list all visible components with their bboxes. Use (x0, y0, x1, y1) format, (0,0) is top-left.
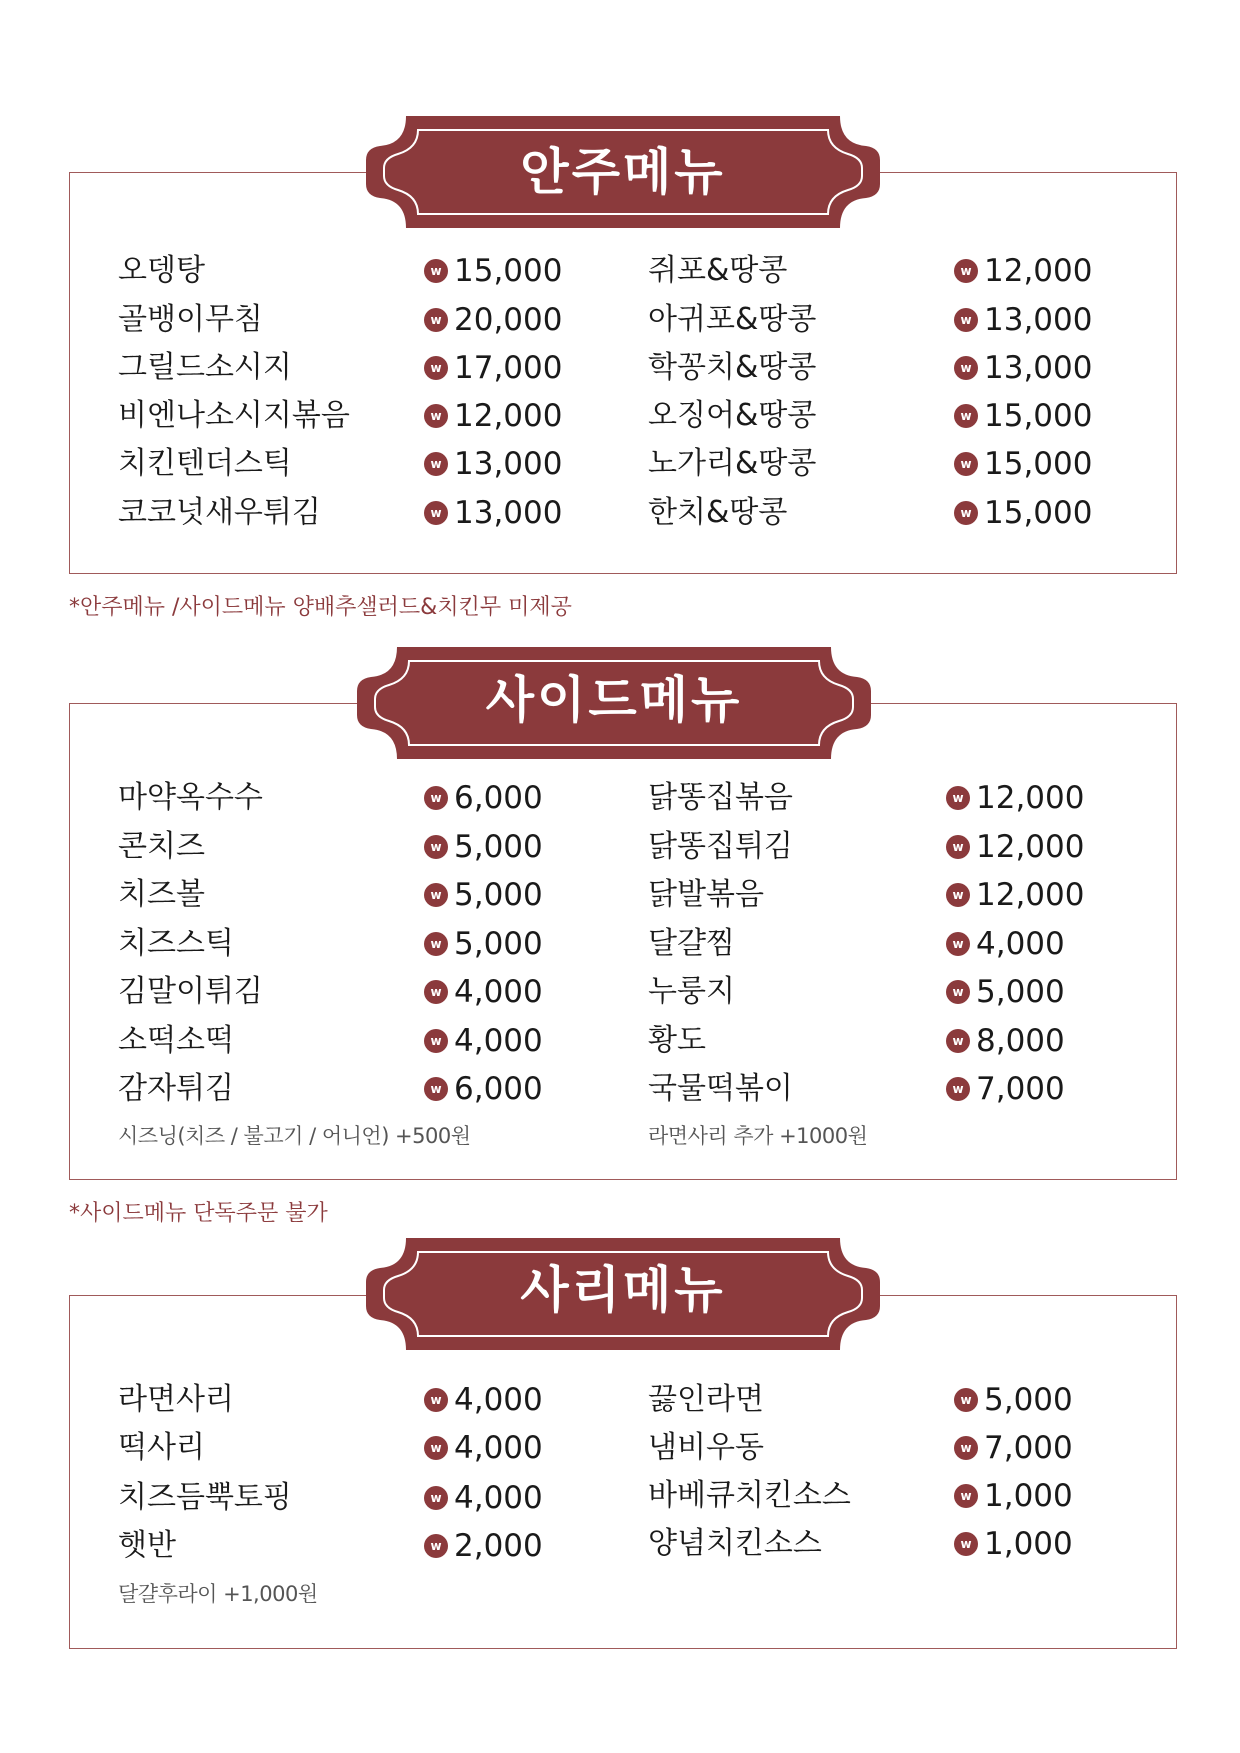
item-price: 15,000 (454, 253, 563, 289)
item-name: 한치&땅콩 (648, 495, 788, 530)
won-icon: w (954, 404, 978, 428)
item-name: 닭발볶음 (648, 877, 764, 912)
item-price: 20,000 (454, 302, 563, 338)
won-icon: w (954, 1436, 978, 1460)
item-price: 7,000 (984, 1430, 1073, 1466)
won-icon: w (954, 1484, 978, 1508)
item-name: 치킨텐더스틱 (118, 446, 292, 481)
item-price: 13,000 (454, 446, 563, 482)
won-icon: w (954, 356, 978, 380)
item-price: 1,000 (984, 1478, 1073, 1514)
won-icon: w (946, 835, 970, 859)
item-price: 4,000 (454, 1023, 543, 1059)
item-price: 5,000 (454, 829, 543, 865)
item-name: 감자튀김 (118, 1071, 234, 1106)
item-name: 오징어&땅콩 (648, 398, 817, 433)
won-icon: w (946, 786, 970, 810)
section-anju-banner (366, 116, 880, 228)
item-price: 6,000 (454, 780, 543, 816)
won-icon: w (424, 1029, 448, 1053)
won-icon: w (424, 980, 448, 1004)
item-name: 떡사리 (118, 1430, 205, 1465)
section-sari-banner (366, 1238, 880, 1350)
won-icon: w (946, 1077, 970, 1101)
item-name: 닭똥집볶음 (648, 780, 793, 815)
item-name: 골뱅이무침 (118, 302, 263, 337)
won-icon: w (424, 835, 448, 859)
won-icon: w (424, 501, 448, 525)
item-price: 4,000 (454, 1480, 543, 1516)
item-name: 비엔나소시지볶음 (118, 398, 350, 433)
item-price: 12,000 (984, 253, 1093, 289)
item-name: 닭똥집튀김 (648, 829, 793, 864)
item-price: 13,000 (984, 350, 1093, 386)
won-icon: w (954, 501, 978, 525)
item-name: 소떡소떡 (118, 1023, 234, 1058)
won-icon: w (946, 883, 970, 907)
section-side-banner (357, 647, 871, 759)
won-icon: w (424, 786, 448, 810)
item-name: 아귀포&땅콩 (648, 302, 817, 337)
item-name: 콘치즈 (118, 829, 205, 864)
won-icon: w (424, 1388, 448, 1412)
won-icon: w (946, 1029, 970, 1053)
item-price: 1,000 (984, 1526, 1073, 1562)
item-name: 햇반 (118, 1528, 176, 1563)
item-price: 4,000 (454, 974, 543, 1010)
side-right-note: 라면사리 추가 +1000원 (648, 1124, 868, 1148)
item-price: 6,000 (454, 1071, 543, 1107)
item-price: 7,000 (976, 1071, 1065, 1107)
item-name: 국물떡볶이 (648, 1071, 793, 1106)
won-icon: w (424, 356, 448, 380)
item-name: 냄비우동 (648, 1430, 764, 1465)
item-name: 그릴드소시지 (118, 350, 292, 385)
item-price: 4,000 (454, 1430, 543, 1466)
item-name: 코코넛새우튀김 (118, 495, 321, 530)
section-sari-title: 사리메뉴 (520, 1260, 726, 1319)
won-icon: w (424, 404, 448, 428)
item-price: 4,000 (976, 926, 1065, 962)
section-side-title: 사이드메뉴 (485, 670, 743, 729)
item-name: 양념치킨소스 (648, 1526, 822, 1561)
item-price: 4,000 (454, 1382, 543, 1418)
item-price: 13,000 (454, 495, 563, 531)
item-price: 15,000 (984, 398, 1093, 434)
item-price: 2,000 (454, 1528, 543, 1564)
section-anju-title: 안주메뉴 (520, 142, 726, 201)
item-price: 12,000 (976, 829, 1085, 865)
item-price: 5,000 (454, 926, 543, 962)
item-name: 바베큐치킨소스 (648, 1478, 851, 1513)
won-icon: w (424, 259, 448, 283)
won-icon: w (954, 452, 978, 476)
item-name: 달걀찜 (648, 926, 735, 961)
item-name: 김말이튀김 (118, 974, 263, 1009)
item-name: 치즈볼 (118, 877, 205, 912)
won-icon: w (954, 1388, 978, 1412)
won-icon: w (424, 932, 448, 956)
item-price: 8,000 (976, 1023, 1065, 1059)
item-name: 치즈듬뿍토핑 (118, 1480, 292, 1515)
item-name: 치즈스틱 (118, 926, 234, 961)
won-icon: w (424, 1534, 448, 1558)
anju-footnote: *안주메뉴 /사이드메뉴 양배추샐러드&치킨무 미제공 (69, 595, 572, 620)
item-name: 마약옥수수 (118, 780, 263, 815)
item-name: 황도 (648, 1023, 706, 1058)
item-price: 5,000 (454, 877, 543, 913)
item-name: 라면사리 (118, 1382, 234, 1417)
won-icon: w (424, 308, 448, 332)
item-price: 12,000 (454, 398, 563, 434)
won-icon: w (954, 259, 978, 283)
item-name: 오뎅탕 (118, 253, 205, 288)
won-icon: w (946, 932, 970, 956)
item-price: 12,000 (976, 780, 1085, 816)
item-price: 5,000 (984, 1382, 1073, 1418)
won-icon: w (424, 452, 448, 476)
item-name: 끓인라면 (648, 1382, 764, 1417)
won-icon: w (946, 980, 970, 1004)
won-icon: w (424, 1486, 448, 1510)
sari-left-note: 달걀후라이 +1,000원 (118, 1582, 318, 1606)
won-icon: w (424, 883, 448, 907)
won-icon: w (954, 1532, 978, 1556)
side-left-note: 시즈닝(치즈 / 불고기 / 어니언) +500원 (118, 1124, 471, 1148)
item-price: 15,000 (984, 495, 1093, 531)
won-icon: w (954, 308, 978, 332)
item-name: 학꽁치&땅콩 (648, 350, 817, 385)
item-price: 15,000 (984, 446, 1093, 482)
item-name: 노가리&땅콩 (648, 446, 817, 481)
item-name: 누룽지 (648, 974, 735, 1009)
side-footnote: *사이드메뉴 단독주문 불가 (69, 1201, 328, 1226)
item-price: 5,000 (976, 974, 1065, 1010)
item-price: 17,000 (454, 350, 563, 386)
item-price: 12,000 (976, 877, 1085, 913)
won-icon: w (424, 1077, 448, 1101)
item-price: 13,000 (984, 302, 1093, 338)
won-icon: w (424, 1436, 448, 1460)
item-name: 쥐포&땅콩 (648, 253, 788, 288)
